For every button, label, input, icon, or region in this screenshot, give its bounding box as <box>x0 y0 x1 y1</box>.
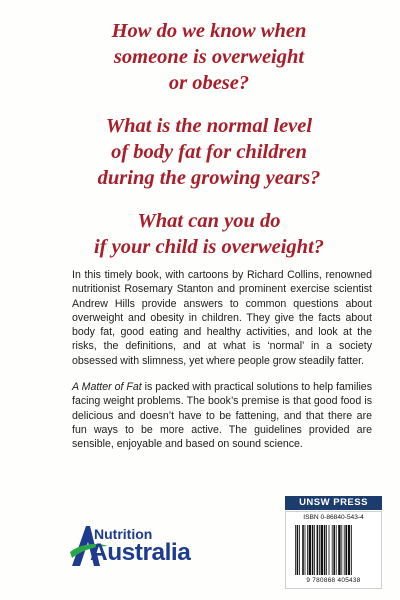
logo-text-australia: Australia <box>90 539 191 566</box>
barcode-bar <box>299 525 300 575</box>
barcode-bar <box>319 525 320 575</box>
barcode-bar <box>317 525 319 575</box>
barcode-bar <box>309 525 311 575</box>
barcode-bar <box>321 525 323 575</box>
barcode-bar <box>324 525 326 575</box>
barcode-bar <box>338 525 340 575</box>
barcode-number: 9 780868 405438 <box>306 577 361 584</box>
barcode-bar <box>305 525 306 575</box>
barcode-bar <box>345 525 347 575</box>
barcode-bar <box>336 525 337 575</box>
barcode-bar <box>348 525 350 575</box>
blurb-paragraph-1: In this timely book, with cartoons by Richard Collins, renowned nutritionist Rosemary Stanton and prominent exercise scientist Andrew Hills provide answers to common questions about overweight and obesity in children. They give the facts about body fat, good eating and healthy activities, and look at the risks, the definitions, and at what is ‘normal’ in a society obsessed with slimness, yet where people grow steadily fatter. <box>72 269 372 367</box>
barcode-bar <box>351 525 352 575</box>
barcode-bar <box>302 525 304 575</box>
blurb-paragraph-2-text: is packed with practical solutions to help families facing weight problems. The book’s premise is that good food is delicious and doesn’t have to be fattening, and that there are fun ways to be more active. The guidelines provided are sensible, enjoyable and based on sound science. <box>72 381 372 451</box>
blurb <box>72 268 372 464</box>
publisher-label: UNSW PRESS <box>285 496 382 510</box>
barcode-bar <box>314 525 315 575</box>
barcode-bar <box>326 525 327 575</box>
questions-block <box>40 18 378 277</box>
barcode-bar <box>333 525 335 575</box>
isbn-barcode-box <box>285 511 382 589</box>
question-2: What is the normal level of body fat for children during the growing years? <box>97 115 321 189</box>
barcode-bar <box>344 525 345 575</box>
isbn-text: ISBN 0-86840-543-4 <box>303 514 364 521</box>
book-title: A Matter of Fat <box>72 381 142 394</box>
barcode-graphic <box>294 525 374 575</box>
barcode-bar <box>312 525 314 575</box>
barcode-bar <box>341 525 342 575</box>
question-1: How do we know when someone is overweight or obese? <box>111 20 307 94</box>
barcode-bar <box>297 525 299 575</box>
logo-text-nutrition: Nutrition <box>94 526 153 542</box>
barcode-bar <box>295 525 296 575</box>
question-3: What can you do if your child is overweight? <box>93 210 325 258</box>
nutrition-australia-logo <box>68 520 213 570</box>
barcode-bar <box>329 525 330 575</box>
barcode-bar <box>332 525 333 575</box>
barcode-bar <box>307 525 308 575</box>
blurb-paragraph-2 <box>72 380 372 451</box>
